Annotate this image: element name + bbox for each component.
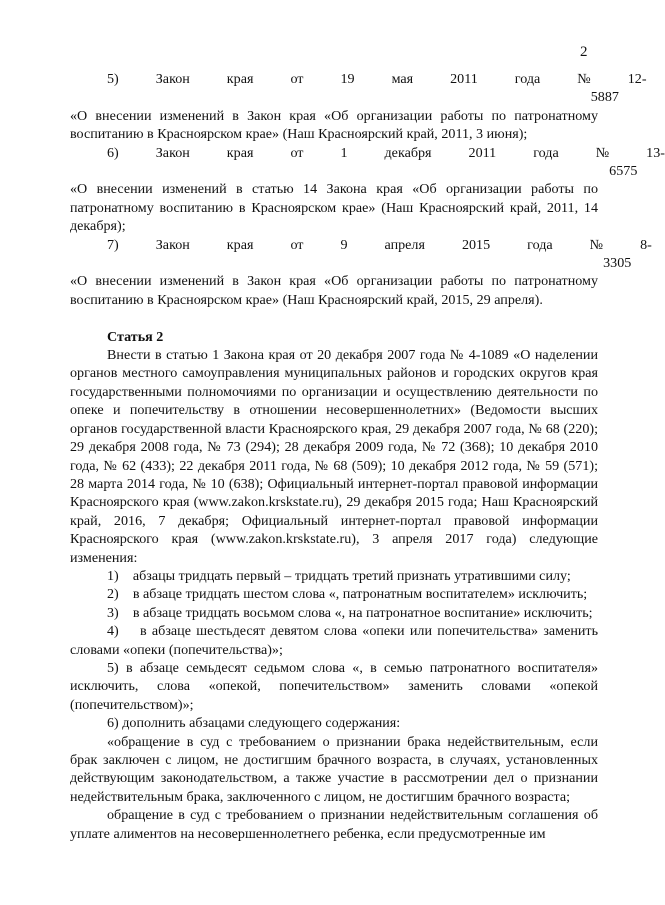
spacer bbox=[70, 309, 598, 327]
law-title-line: 5) Закон края от 19 мая 2011 года № 12-5887 bbox=[107, 71, 647, 106]
amendment-item: 5) в абзаце семьдесят седьмом слова «, в семью патронатного воспитателя» исключить, слова «опекой, попечительством» заменить словами «опекой (попечительством)»; bbox=[70, 659, 598, 713]
amendment-list bbox=[70, 567, 598, 843]
law-item bbox=[70, 70, 647, 107]
law-item bbox=[70, 236, 652, 273]
law-title-line: 6) Закон края от 1 декабря 2011 года № 13-6575 bbox=[107, 144, 665, 180]
amendment-item: 2) в абзаце тридцать шестом слова «, патронатным воспитателем» исключить; bbox=[107, 586, 588, 603]
law-title-line: 7) Закон края от 9 апреля 2015 года № 8-3305 bbox=[107, 236, 652, 272]
amendment-item: «обращение в суд с требованием о признании брака недействительным, если брак заключен с лицом, не достигшим брачного возраста, в случаях, установленных действующим законодательством, а также участие в рассмотрении дел о признании недействительным брака, заключенного с лицом, не достигшим брачного возраста; bbox=[70, 733, 598, 805]
law-description: «О внесении изменений в Закон края «Об организации работы по патронатному воспитанию в Красноярском крае» (Наш Красноярский край, 2015, 29 апреля). bbox=[70, 273, 598, 308]
amendment-item: 4) в абзаце шестьдесят девятом слова «опеки или попечительства» заменить словами «опеки (попечительства)»; bbox=[70, 623, 598, 658]
document-body bbox=[70, 70, 665, 843]
amendment-item: 6) дополнить абзацами следующего содержания: bbox=[107, 715, 401, 732]
page-number: 2 bbox=[580, 44, 588, 60]
article-intro: Внести в статью 1 Закона края от 20 декабря 2007 года № 4-1089 «О наделении органов местного самоуправления муниципальных районов и городских округов края государственными полномочиями по организации и осуществлению деятельности по опеке и попечительству в отношении несовершеннолетних» (Ведомости высших органов государственной власти Красноярского края, 29 декабря 2007 года, № 68 (220); 29 декабря 2008 года, № 73 (294); 28 декабря 2009 года, № 72 (368); 10 декабря 2010 года, № 62 (433); 22 декабря 2011 года, № 68 (509); 10 декабря 2012 года, № 59 (571); 28 марта 2014 года, № 10 (638); Официальный интернет-портал правовой информации Красноярского края (www.zakon.krskstate.ru), 29 декабря 2015 года; Наш Красноярский край, 2016, 7 декабря; Официальный интернет-портал правовой информации Красноярского края (www.zakon.krskstate.ru), 3 апреля 2017 года) следующие изменения: bbox=[70, 347, 598, 566]
amendment-item: 3) в абзаце тридцать восьмом слова «, на патронатное воспитание» исключить; bbox=[107, 604, 593, 621]
law-description: «О внесении изменений в статью 14 Закона края «Об организации работы по патронатному воспитанию в Красноярском крае» (Наш Красноярский край, 2011, 14 декабря); bbox=[70, 181, 598, 235]
law-item bbox=[70, 144, 665, 181]
law-description: «О внесении изменений в Закон края «Об организации работы по патронатному воспитанию в Красноярском крае» (Наш Красноярский край, 2011, 3 июня); bbox=[70, 107, 598, 143]
law-list bbox=[70, 70, 665, 309]
article-heading: Статья 2 bbox=[107, 328, 164, 345]
amendment-item: 1) абзацы тридцать первый – тридцать третий признать утратившими силу; bbox=[107, 567, 571, 584]
amendment-item: обращение в суд с требованием о признании недействительным соглашения об уплате алиментов на несовершеннолетнего ребенка, если предусмотренные им bbox=[70, 807, 598, 842]
